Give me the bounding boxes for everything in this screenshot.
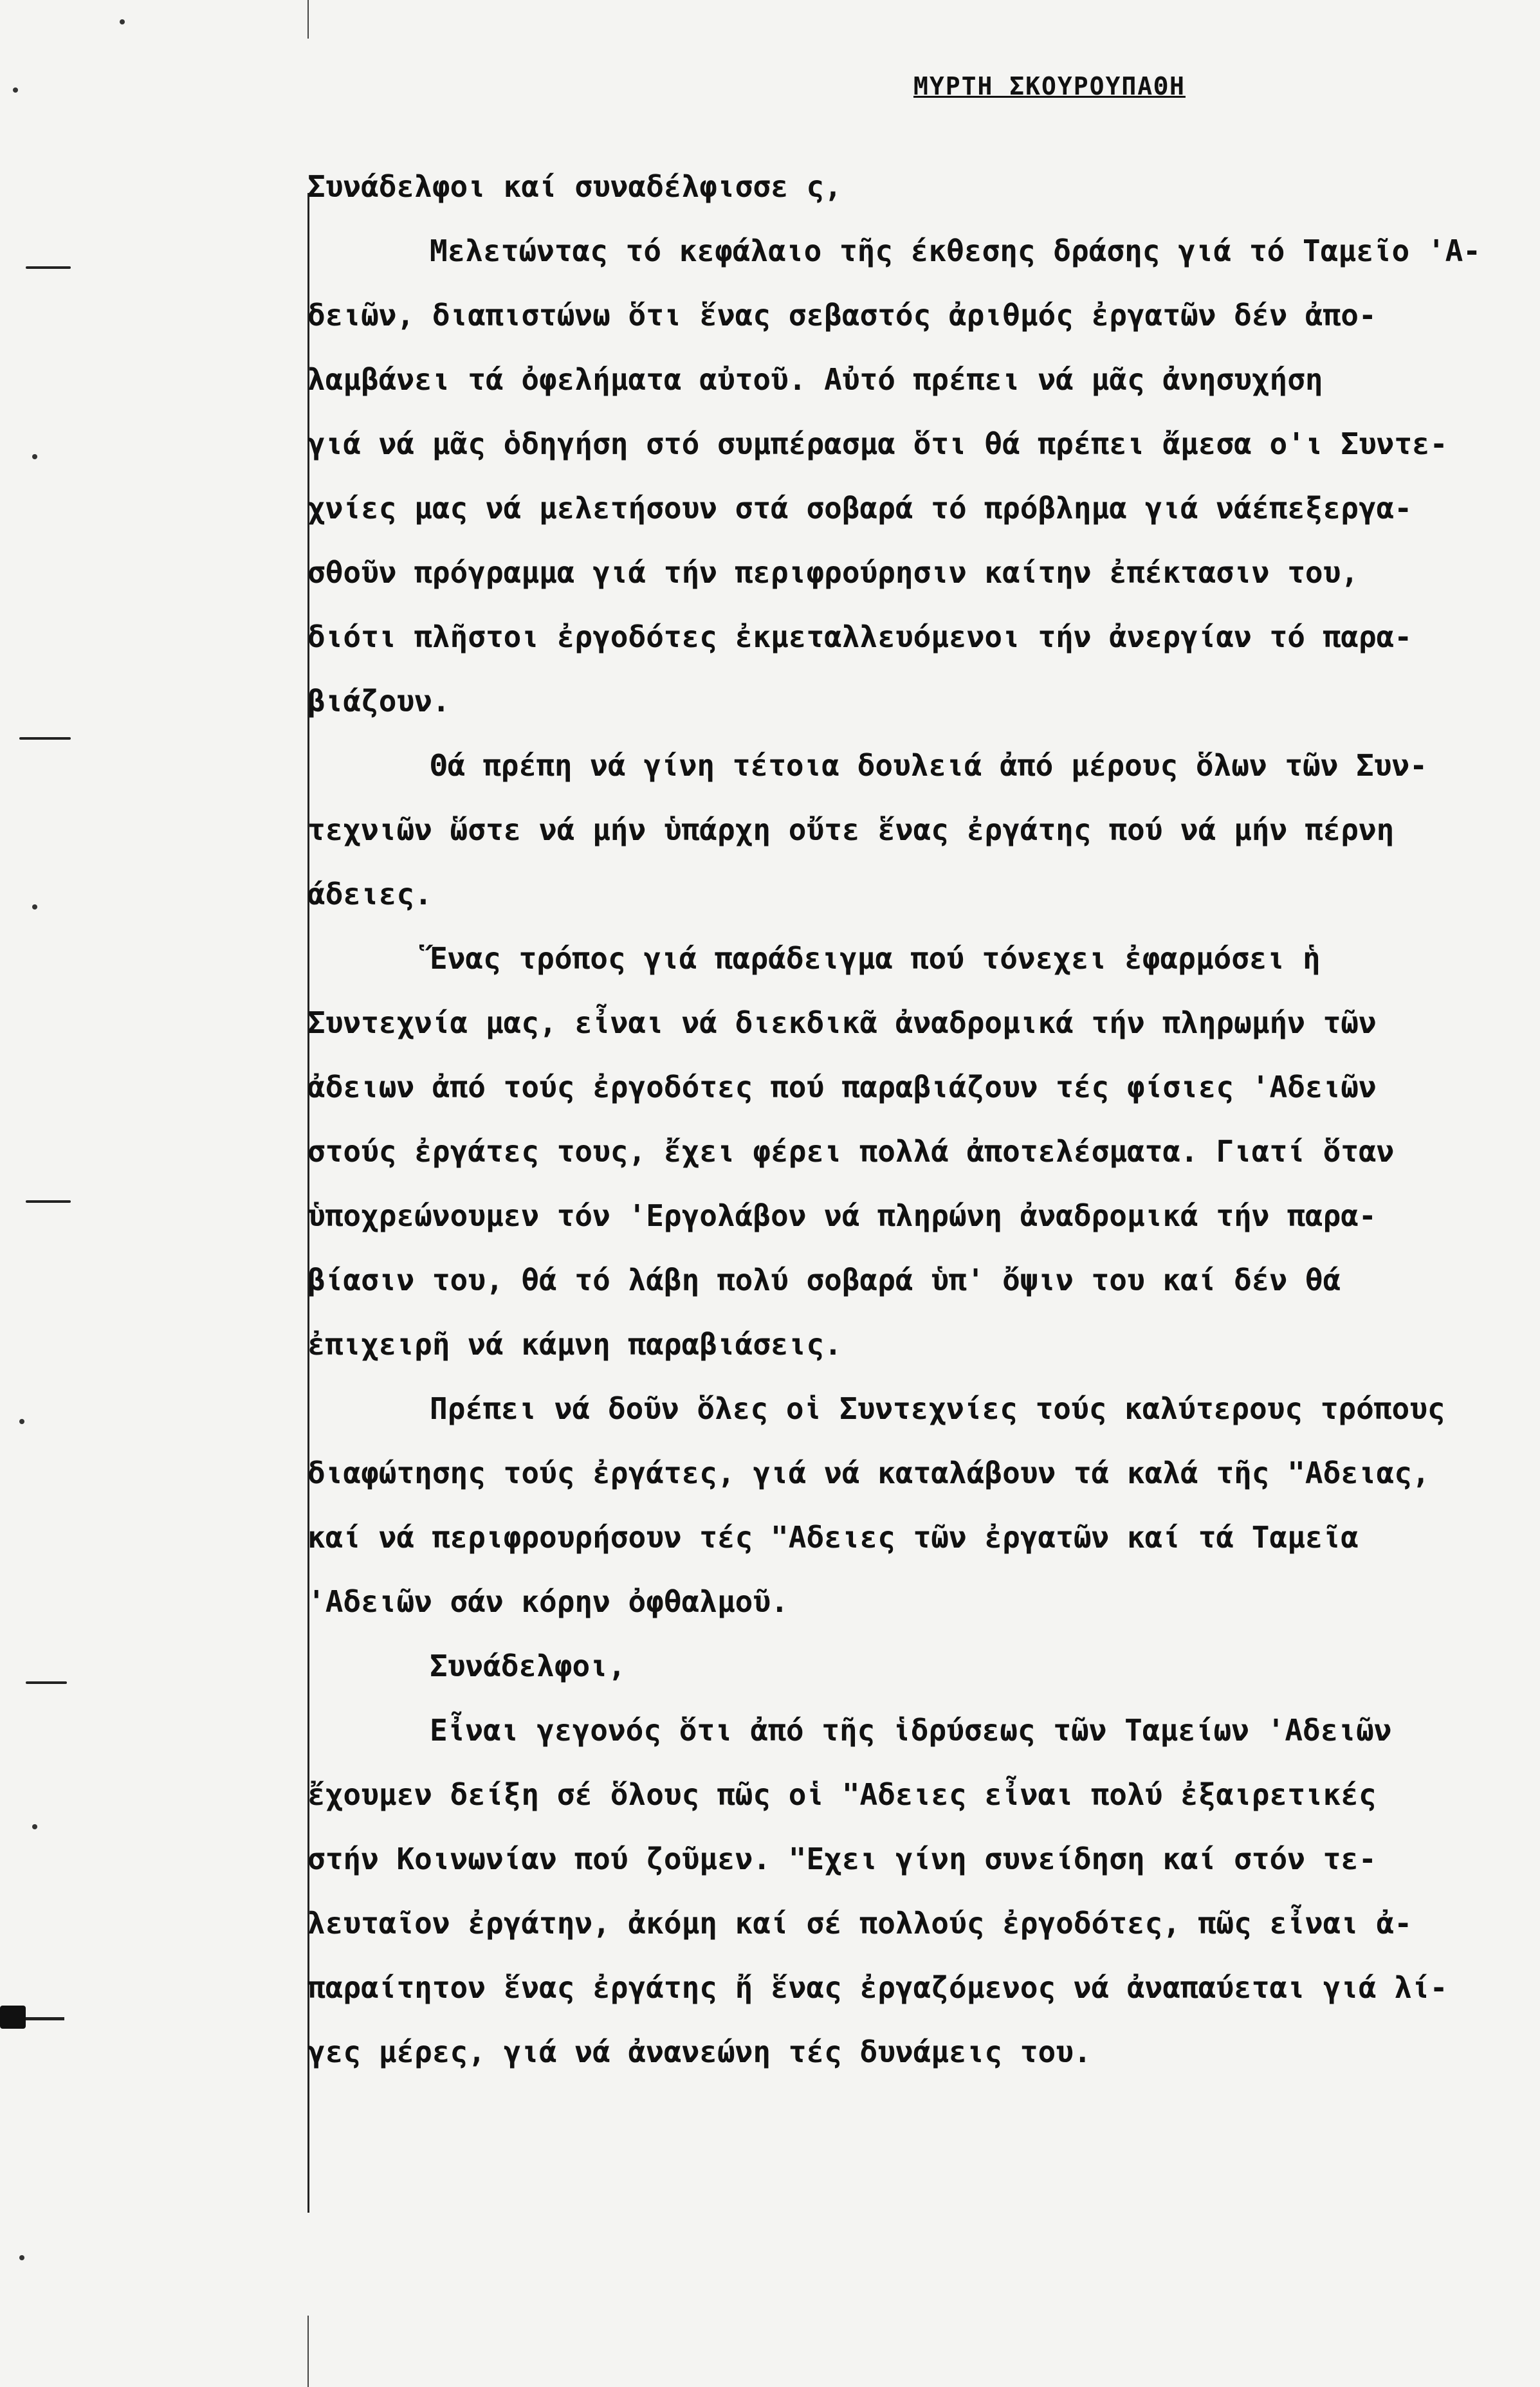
bottom-margin-rule	[307, 2316, 309, 2387]
text-line: λευταῖον ἐργάτην, ἀκόμη καί σέ πολλούς ἐργοδότες, πῶς εἶναι ἀ-	[307, 1906, 1413, 1941]
text-line: παραίτητον ἕνας ἐργάτης ἤ ἕνας ἐργαζόμενος νά ἀναπαύεται γιά λί-	[307, 1970, 1448, 2005]
text-line: Συντεχνία μας, εἶναι νά διεκδικᾶ ἀναδρομικά τήν πληρωμήν τῶν	[307, 1005, 1377, 1040]
margin-mark	[26, 1681, 67, 1684]
text-line: στούς ἐργάτες τους, ἔχει φέρει πολλά ἀποτελέσματα. Γιατί ὅταν	[307, 1134, 1395, 1169]
margin-dot	[13, 87, 18, 93]
letter-body	[307, 154, 1517, 2084]
text-line: Ἕνας τρόπος γιά παράδειγμα πού τόνεχει ἐφαρμόσει ἡ	[430, 941, 1321, 976]
text-line: Εἶναι γεγονός ὅτι ἀπό τῆς ἱδρύσεως τῶν Ταμείων 'Αδειῶν	[430, 1713, 1392, 1748]
margin-mark	[26, 266, 71, 269]
margin-mark	[19, 737, 71, 740]
margin-dot	[120, 19, 125, 24]
text-line: γες μέρες, γιά νά ἀνανεώνη τές δυνάμεις του.	[307, 2035, 1092, 2069]
text-line: Συνάδελφοι καί συναδέλφισσε ς,	[307, 169, 842, 204]
text-line: βίασιν του, θά τό λάβη πολύ σοβαρά ὑπ' ὄψιν του καί δέν θά	[307, 1263, 1341, 1297]
text-line: καί νά περιφρουρήσουν τές "Αδειες τῶν ἐργατῶν καί τά Ταμεῖα	[307, 1520, 1359, 1555]
text-line: ἔχουμεν δείξη σέ ὅλους πῶς οἱ "Αδειες εἶναι πολύ ἐξαιρετικές	[307, 1777, 1377, 1812]
margin-dot	[32, 454, 37, 459]
margin-dot	[19, 1419, 24, 1424]
text-line: 'Αδειῶν σάν κόρην ὀφθαλμοῦ.	[307, 1584, 789, 1619]
margin-dot	[32, 1824, 37, 1829]
text-line: Πρέπει νά δοῦν ὅλες οἱ Συντεχνίες τούς καλύτερους τρόπους	[430, 1391, 1445, 1426]
text-line: βιάζουν.	[307, 684, 450, 718]
text-line: χνίες μας νά μελετήσουν στά σοβαρά τό πρόβλημα γιά νάέπεξεργα-	[307, 491, 1413, 526]
text-line: γιά νά μᾶς ὁδηγήση στό συμπέρασμα ὅτι θά πρέπει ἄμεσα ο'ι Συντε-	[307, 426, 1448, 461]
text-line: ὑποχρεώνουμεν τόν 'Εργολάβον νά πληρώνη ἀναδρομικά τήν παρα-	[307, 1198, 1377, 1233]
text-line: διότι πλῆστοι ἐργοδότες ἐκμεταλλευόμενοι τήν ἀνεργίαν τό παρα-	[307, 619, 1413, 654]
text-line: διαφώτησης τούς ἐργάτες, γιά νά καταλάβουν τά καλά τῆς "Αδειας,	[307, 1456, 1430, 1490]
text-line: ἀδειων ἀπό τούς ἐργοδότες πού παραβιάζουν τές φίσιες 'Αδειῶν	[307, 1070, 1377, 1104]
text-line: ἐπιχειρῆ νά κάμνη παραβιάσεις.	[307, 1327, 842, 1362]
text-line: Μελετώντας τό κεφάλαιο τῆς έκθεσης δράσης γιά τό Ταμεῖο 'Α-	[430, 233, 1481, 268]
top-margin-rule	[307, 0, 309, 39]
margin-dot	[32, 904, 37, 910]
text-line: λαμβάνει τά ὀφελήματα αὐτοῦ. Αὐτό πρέπει νά μᾶς ἀνησυχήση	[307, 362, 1323, 397]
text-line: σθοῦν πρόγραμμα γιά τήν περιφρούρησιν καίτην ἐπέκτασιν του,	[307, 555, 1359, 590]
author-header: ΜΥΡΤΗ ΣΚΟΥΡΟΥΠΑΘΗ	[913, 72, 1186, 100]
ink-blot	[0, 2006, 26, 2029]
text-line: Συνάδελφοι,	[430, 1649, 626, 1683]
text-line: Θά πρέπη νά γίνη τέτοια δουλειά ἀπό μέρους ὅλων τῶν Συν-	[430, 748, 1427, 783]
margin-mark	[26, 1200, 71, 1203]
ink-blot-tail	[26, 2017, 64, 2020]
text-line: δειῶν, διαπιστώνω ὅτι ἕνας σεβαστός ἀριθμός ἐργατῶν δέν ἀπο-	[307, 298, 1377, 333]
text-line: στήν Κοινωνίαν πού ζοῦμεν. "Εχει γίνη συνείδηση καί στόν τε-	[307, 1842, 1377, 1876]
text-line: τεχνιῶν ὥστε νά μήν ὑπάρχη οὔτε ἕνας ἐργάτης πού νά μήν πέρνη	[307, 812, 1395, 847]
text-line: άδειες.	[307, 877, 432, 911]
margin-dot	[19, 2255, 24, 2260]
